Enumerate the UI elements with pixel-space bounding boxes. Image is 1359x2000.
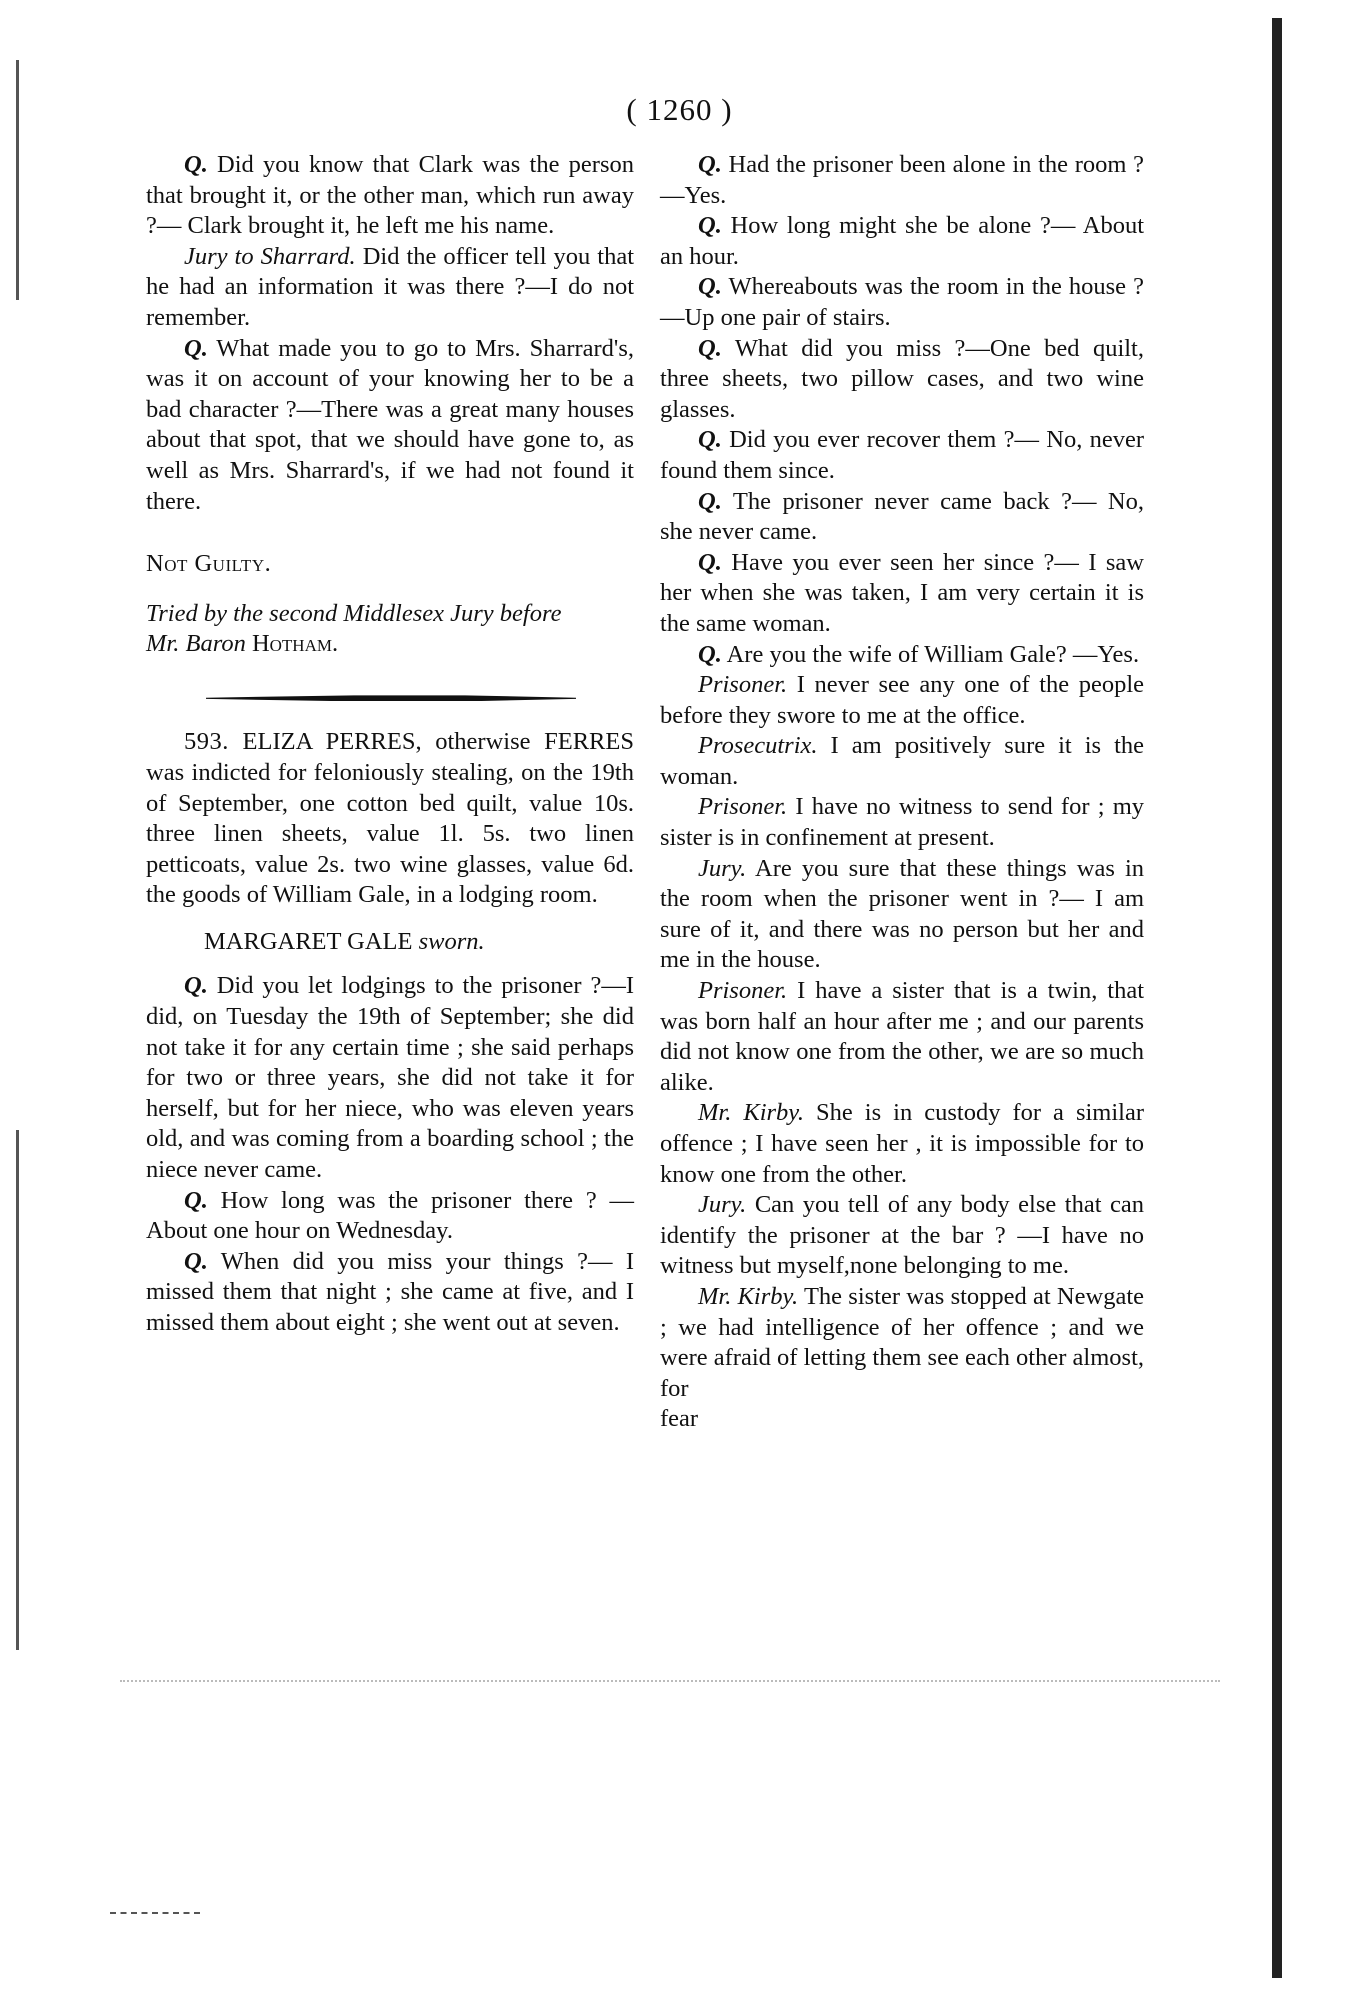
paragraph-text: Can you tell of any body else that can identify the prisoner at the bar ? —I have no witness but myself,none belonging to me. [660, 1191, 1145, 1280]
q-mark: Q. [698, 273, 722, 301]
question-paragraph [660, 334, 1144, 426]
left-column [146, 150, 634, 1339]
paragraph-text: Had the prisoner been alone in the room ?—Yes. [660, 151, 1145, 209]
paragraph-text: What made you to go to Mrs. Sharrard's, was it on account of your knowing her to be a bad character ?—There was a great many houses about that spot, that we should have gone to, as well as Mrs. Sharrard's, if we had not found it there. [146, 334, 634, 515]
question-paragraph [146, 1186, 634, 1247]
paragraph-text: How long might she be alone ?— About an hour. [660, 212, 1144, 270]
paragraph-text: Did you let lodgings to the prisoner ?—I did, on Tuesday the 19th of September; she did not take it for any certain time ; she said perhaps for two or three years, she did not take it for herself, but for her niece, who was eleven years old, and was coming from a boarding school ; the niece never came. [146, 972, 634, 1184]
paragraph-text: How long was the prisoner there ? — About one hour on Wednesday. [146, 1186, 634, 1245]
case-text: ELIZA PERRES, otherwise FERRES was indicted for feloniously stealing, on the 19th of September, one cotton bed quilt, value 10s. three linen sheets, value 1l. 5s. two linen petticoats, value 2s. two wine glasses, value 6d. the goods of William Gale, in a lodging room. [146, 728, 634, 909]
q-mark: Q. [698, 548, 722, 576]
q-mark: Q. [698, 487, 722, 515]
speaker-label: Prisoner. [698, 977, 788, 1005]
q-mark: Q. [184, 334, 208, 362]
paragraph-text: She is in custody for a similar offence ; I have seen her , it is impossible for to know one from the other. [660, 1099, 1145, 1188]
page-number: ( 1260 ) [626, 92, 733, 127]
question-paragraph [146, 1247, 634, 1339]
case-number: 593. [184, 728, 229, 756]
witness-sworn: sworn. [418, 927, 485, 955]
paragraph-text: I am positively sure it is the woman. [660, 732, 1145, 790]
jury-paragraph [146, 242, 634, 334]
speaker-label: Prisoner. [698, 793, 788, 821]
exchange-paragraph [660, 854, 1144, 976]
question-paragraph [660, 487, 1144, 548]
paragraph-text: Did the officer tell you that he had an information it was there ?—I do not remember. [146, 242, 635, 331]
question-paragraph [146, 150, 634, 242]
question-paragraph [146, 971, 634, 1185]
paragraph-text: The prisoner never came back ?— No, she never came. [660, 487, 1145, 546]
speaker-label: Prosecutrix. [698, 732, 818, 760]
q-mark: Q. [698, 212, 722, 240]
question-paragraph [660, 548, 1144, 640]
speaker-label: Prisoner. [698, 671, 788, 699]
paragraph-text: Whereabouts was the room in the house ? —Up one pair of stairs. [660, 273, 1144, 331]
paragraph-text: I have no witness to send for ; my sister is in confinement at present. [660, 793, 1144, 852]
exchange-paragraph [660, 1098, 1144, 1190]
speaker-label: Jury to Sharrard. [184, 242, 356, 270]
paragraph-text: Did you know that Clark was the person that brought it, or the other man, which run away ?— Clark brought it, he left me his name. [146, 151, 634, 240]
speaker-label: Mr. Kirby. [698, 1282, 799, 1310]
left-binding-mark-lower [16, 1130, 19, 1650]
witness-heading [146, 927, 634, 958]
section-divider [146, 659, 634, 721]
judge-prefix: Mr. Baron [146, 629, 246, 657]
exchange-paragraph [660, 1190, 1144, 1282]
right-page-edge [1272, 18, 1282, 1978]
speaker-label: Jury. [698, 854, 747, 882]
paragraph-text: What did you miss ?—One bed quilt, three sheets, two pillow cases, and two wine glasses. [660, 334, 1144, 423]
judge-name: Hotham. [251, 629, 339, 657]
bleed-through-dots [120, 1680, 1220, 1684]
speaker-label: Jury. [698, 1191, 747, 1219]
exchange-paragraph [660, 670, 1144, 731]
divider-rule [206, 695, 576, 701]
paragraph-text: Have you ever seen her since ?— I saw her when she was taken, I am very certain it is the same woman. [660, 548, 1145, 637]
question-paragraph [660, 425, 1144, 486]
q-mark: Q. [184, 1247, 208, 1275]
tried-line: Tried by the second Middlesex Jury before [146, 599, 562, 627]
question-paragraph [660, 150, 1144, 211]
question-paragraph [146, 334, 634, 518]
q-mark: Q. [184, 1186, 208, 1214]
question-paragraph [660, 211, 1144, 272]
exchange-paragraph [660, 792, 1144, 853]
paragraph-text: Did you ever recover them ?— No, never found them since. [660, 426, 1144, 484]
witness-name: MARGARET GALE [204, 927, 413, 955]
verdict: Not Guilty. [146, 550, 272, 578]
exchange-paragraph [660, 976, 1144, 1098]
catchword: fear [660, 1405, 699, 1433]
judge-line [146, 629, 634, 660]
q-mark: Q. [184, 151, 208, 178]
exchange-paragraph [660, 1282, 1144, 1404]
q-mark: Q. [698, 334, 722, 362]
paragraph-text: I never see any one of the people before they swore to me at the office. [660, 671, 1144, 729]
paragraph-text: I have a sister that is a twin, that was born half an hour after me ; and our parents did not know one from the other, we are so much alike. [660, 977, 1145, 1096]
case-heading [146, 727, 634, 911]
question-paragraph [660, 272, 1144, 333]
paragraph-text: The sister was stopped at Newgate ; we had intelligence of her offence ; and we were afraid of letting them see each other almost, for [660, 1282, 1144, 1402]
question-paragraph [660, 640, 1144, 671]
paragraph-text: When did you miss your things ?— I missed them that night ; she came at five, and I missed them about eight ; she went out at seven. [146, 1247, 634, 1336]
q-mark: Q. [698, 640, 722, 668]
paragraph-text: Are you the wife of William Gale? —Yes. [726, 640, 1140, 668]
footer-mark [110, 1912, 200, 1914]
speaker-label: Mr. Kirby. [698, 1099, 804, 1127]
exchange-paragraph [660, 731, 1144, 792]
right-column [660, 150, 1144, 1435]
q-mark: Q. [184, 972, 208, 1000]
q-mark: Q. [698, 426, 722, 454]
paragraph-text: Are you sure that these things was in the room when the prisoner went in ?— I am sure of it, and there was no person but her and me in the house. [660, 854, 1144, 974]
q-mark: Q. [698, 151, 722, 178]
